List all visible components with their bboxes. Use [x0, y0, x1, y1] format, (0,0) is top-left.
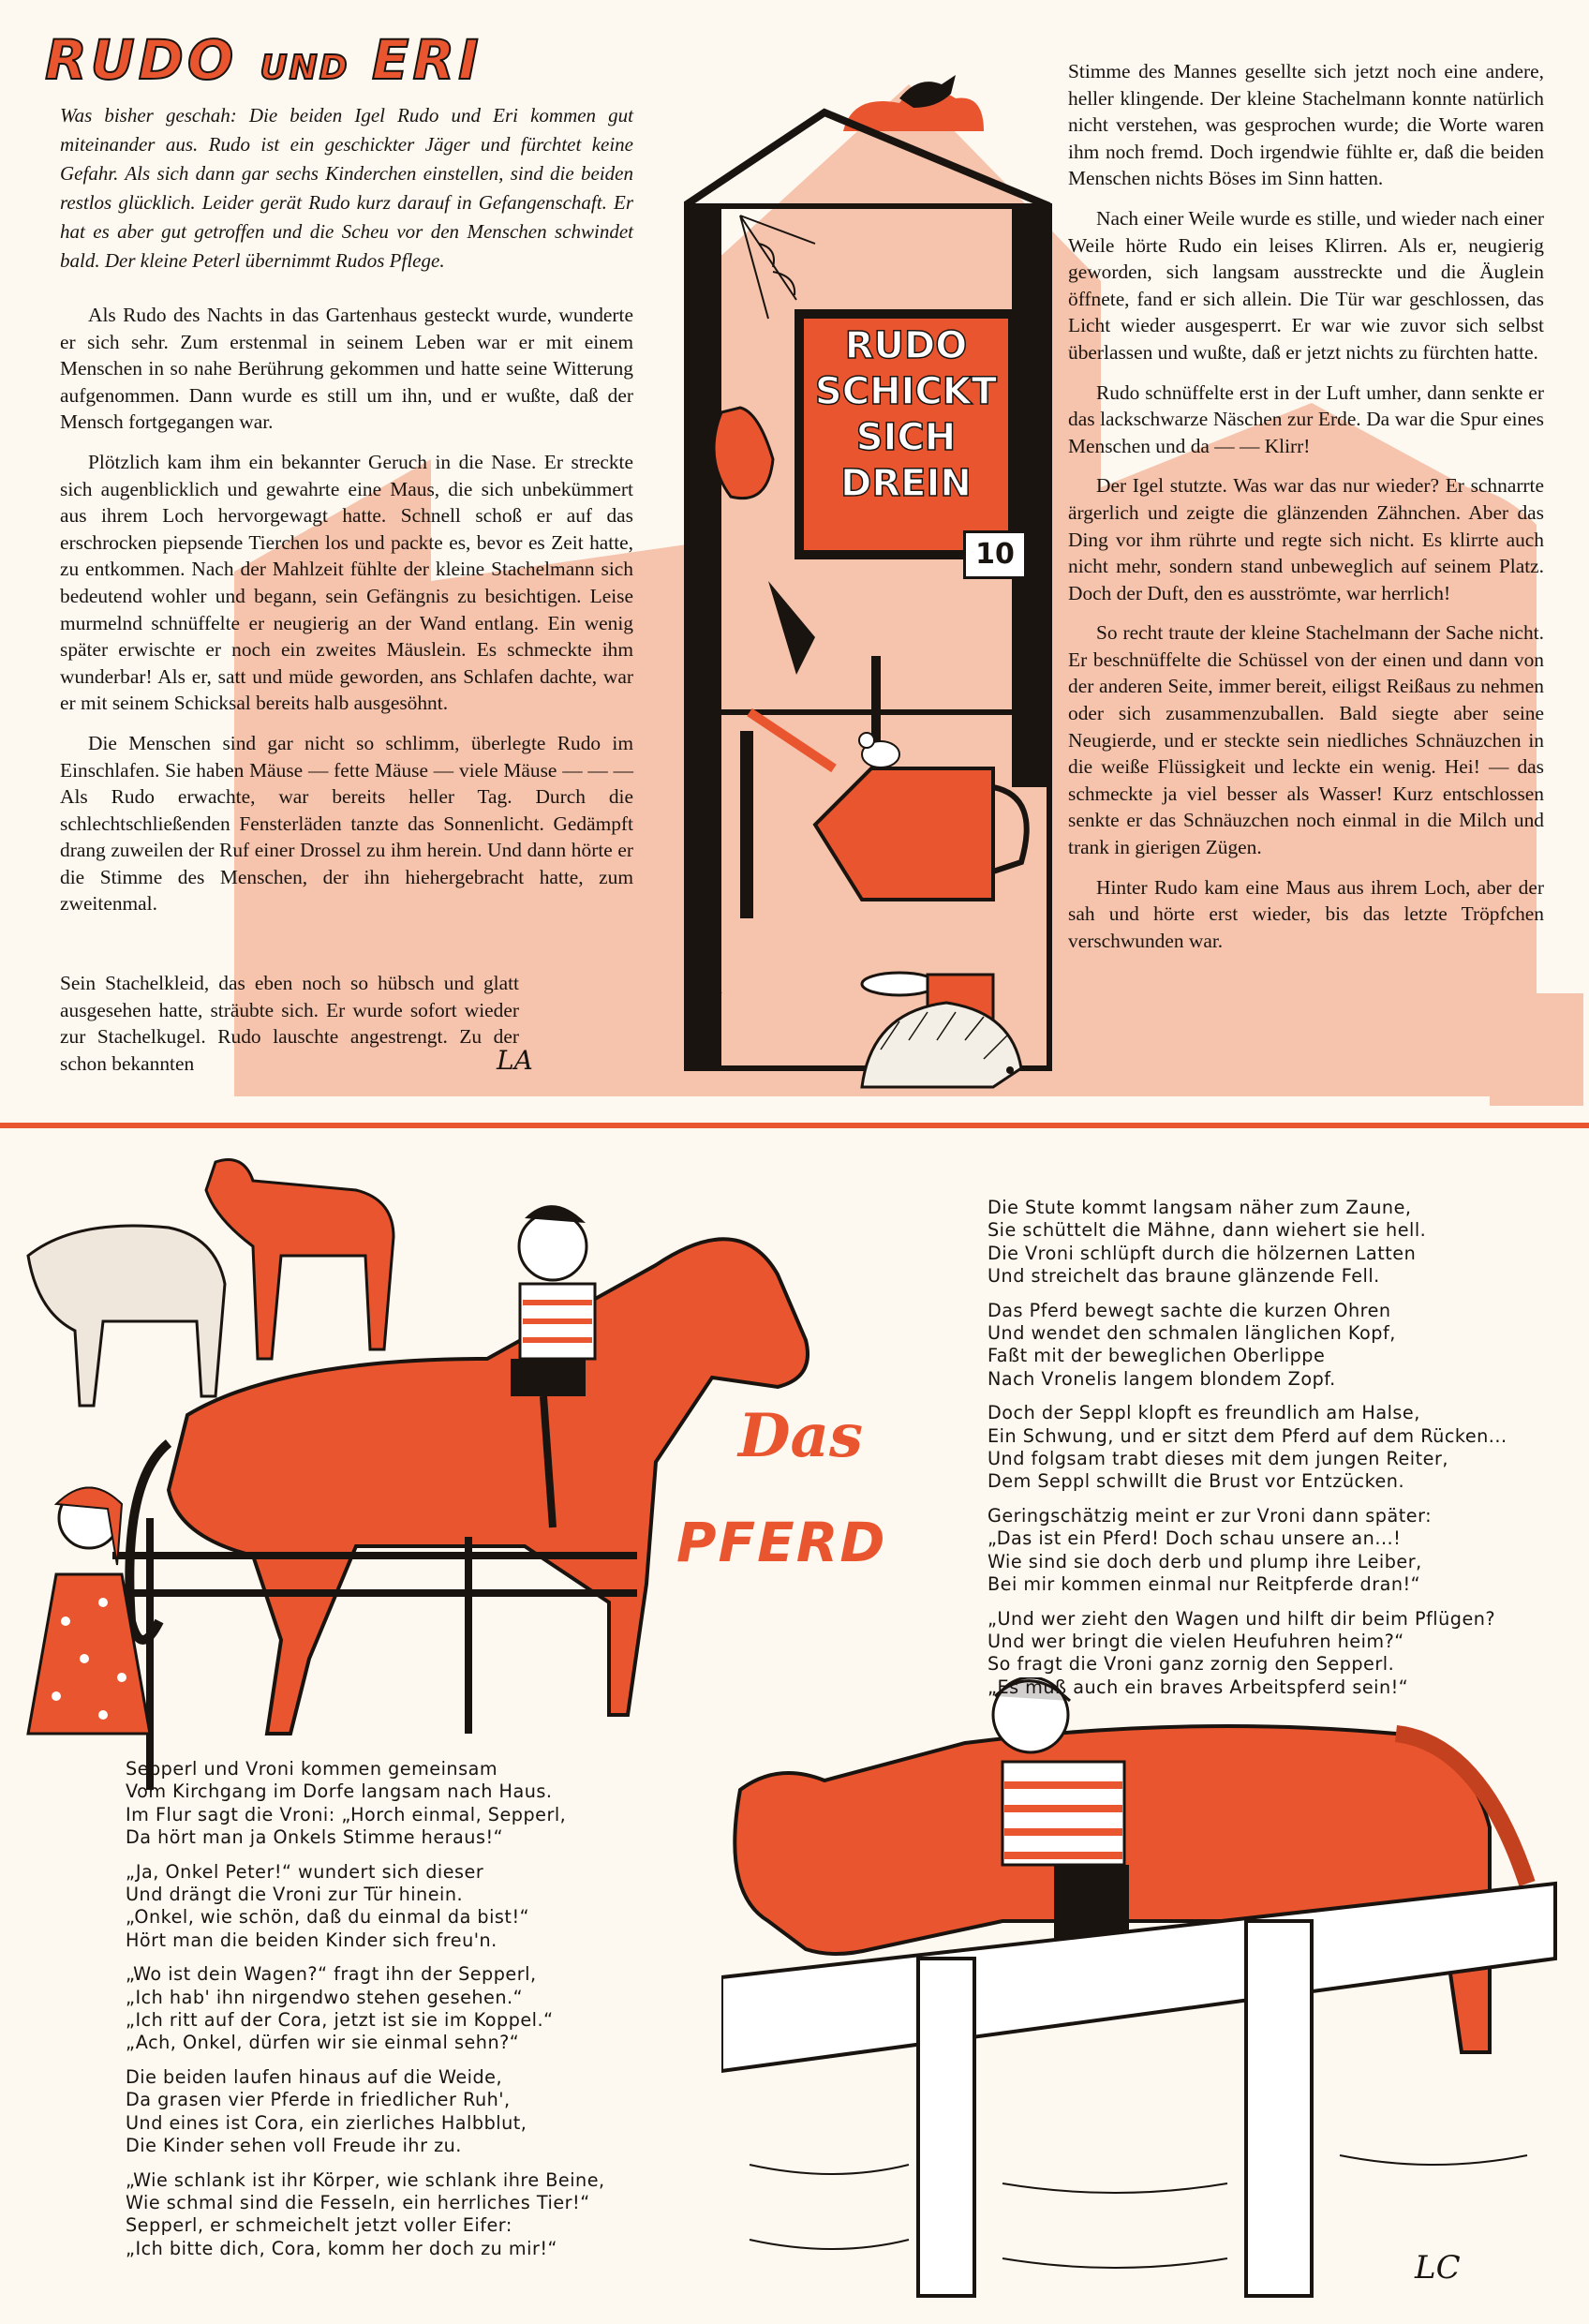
- poem-line: Und folgsam trabt dieses mit dem jungen Reiter,: [988, 1448, 1448, 1470]
- story-paragraph: Nach einer Weile wurde es stille, und wieder nach einer Weile hörte Rudo ein leises Klirren. Als er, neugierig geworden, sich langsam ausstreckte und die Äuglein öffnete, fand er sich allein. Die Tür war geschlossen, das Licht wieder ausgesperrt. Er war wie zuvor sich selbst überlassen und wußte, daß er jetzt nichts zu fürchten hatte.: [1068, 206, 1544, 364]
- poem-title-pferd: PFERD: [676, 1511, 887, 1574]
- poem-line: Vom Kirchgang im Dorfe langsam nach Haus.: [126, 1780, 553, 1803]
- poem-stanza: [988, 1505, 1568, 1597]
- episode-title: RUDO SCHICKT SICH DREIN: [814, 324, 998, 505]
- poem-stanza: [988, 1608, 1568, 1700]
- poem-line: Da hört man ja Onkels Stimme heraus!“: [126, 1826, 504, 1849]
- poem-stanza: [126, 2169, 650, 2261]
- poem-stanza: [988, 1300, 1568, 1392]
- poem-stanza: [126, 1963, 650, 2055]
- poem-right-column: [988, 1197, 1568, 1710]
- poem-stanza: [988, 1197, 1568, 1289]
- poem-left-column: [126, 1758, 650, 2272]
- poem-line: „Wie schlank ist ihr Körper, wie schlank ihre Beine,: [126, 2168, 605, 2191]
- poem-line: Hört man die beiden Kinder sich freu'n.: [126, 1929, 497, 1951]
- poem-line: Nach Vronelis langem blondem Zopf.: [988, 1367, 1336, 1390]
- story-paragraph: So recht traute der kleine Stachelmann der Sache nicht. Er beschnüffelte die Schüssel von der einen und dann von der anderen Seite, immer bereit, eiligst Reißaus zu nehmen oder sich zusammenzuballen. Bald siegte aber seine Neugierde, und er steckte sein niedliches Schnäuzchen in die weiße Flüssigkeit und leckte ein wenig. Hei! — das schmeckte ja viel besser als Wasser! Kurz entschlossen senkte er das Schnäuzchen noch einmal in die Milch und trank in gierigen Zügen.: [1068, 621, 1544, 859]
- poem-line: Und drängt die Vroni zur Tür hinein.: [126, 1884, 464, 1906]
- story-illustrator-signature: LA: [497, 1045, 533, 1076]
- poem-line: Sepperl, er schmeichelt jetzt voller Eifer:: [126, 2214, 512, 2237]
- poem-line: „Und wer zieht den Wagen und hilft dir beim Pflügen?: [988, 1607, 1496, 1630]
- story-paragraph: Hinter Rudo kam eine Maus aus ihrem Loch, aber der sah und hörte erst wieder, bis das letzte Tröpfchen verschwunden war.: [1068, 875, 1544, 952]
- poem-line: Faßt mit der beweglichen Oberlippe: [988, 1345, 1326, 1367]
- poem-line: „Es muß auch ein braves Arbeitspferd sein!“: [988, 1676, 1409, 1698]
- poem-stanza: [126, 2066, 650, 2158]
- story-paragraph: Stimme des Mannes gesellte sich jetzt noch eine andere, heller klingende. Der kleine Stachelmann konnte natürlich nicht verstehen, was gesprochen wurde; die Worte waren ihm noch fremd. Doch irgendwie fühlte er, daß die beiden Menschen nichts Böses im Sinn hatten.: [1068, 60, 1544, 190]
- poem-line: Wie sind sie doch derb und plump ihre Leiber,: [988, 1550, 1422, 1572]
- poem-title-das: Das: [738, 1401, 863, 1471]
- poem-line: „Ich hab' ihn nirgendwo stehen gesehen.“: [126, 1986, 524, 2008]
- poem-line: Die Stute kommt langsam näher zum Zaune,: [988, 1197, 1412, 1218]
- story-paragraph: Der Igel stutzte. Was war das nur wieder? Er schnarrte ärgerlich und zeigte die glänzenden Zähnchen. Aber das Ding vor ihm rührte und regte sich nicht. Es klirrte auch nicht mehr, sondern stand unbeweglich auf seinem Platz. Doch der Duft, den es ausströmte, war herrlich!: [1068, 474, 1544, 604]
- story-paragraph: Plötzlich kam ihm ein bekannter Geruch in die Nase. Er streckte sich augenblicklich und gewahrte eine Maus, die sich unbekümmert aus ihrem Loch hervorgewagt hatte. Schnell schoß er auf das erschrocken piepsende Tierchen los und packte es, bevor es Zeit hatte, zu entkommen. Nach der Mahlzeit fühlte der kleine Stachelmann sich bedeutend wohler und begann, sein Gefängnis zu besichtigen. Leise murmelnd schnüffelte er neugierig an der Wand entlang. Ein wenig später erwischte er noch ein zweites Mäuslein. Es schmeckte ihm wunderbar! Als er, satt und müde geworden, ans Schlafen dachte, war er mit seinem Schicksal bereits halb ausgesöhnt.: [60, 450, 633, 715]
- story-title: RUDO UND ERI: [45, 28, 483, 92]
- poem-line: „Ach, Onkel, dürfen wir sie einmal sehn?“: [126, 2032, 520, 2054]
- poem-line: Und wendet den schmalen länglichen Kopf,: [988, 1322, 1396, 1345]
- poem-line: Und wer bringt die vielen Heufuhren heim?“: [988, 1630, 1404, 1652]
- poem-line: Die beiden laufen hinaus auf die Weide,: [126, 2065, 503, 2088]
- story-left-column: [60, 302, 633, 931]
- story-right-column: [1068, 58, 1544, 967]
- poem-line: Dem Seppl schwillt die Brust vor Entzücken.: [988, 1470, 1405, 1493]
- story-paragraph: Die Menschen sind gar nicht so schlimm, überlegte Rudo im Einschlafen. Sie haben Mäuse — fette Mäuse — viele Mäuse — — — Als Rudo erwachte, war bereits heller Tag. Durch die schlechtschließenden Fensterläden tanzte das Sonnenlicht. Gedämpft drang zuweilen der Ruf einer Drossel zu ihm herein. Und dann hörte er die Stimme des Menschen, der ihn hiehergebracht hatte, zum zweitenmal.: [60, 731, 633, 916]
- poem-line: Da grasen vier Pferde in friedlicher Ruh',: [126, 2089, 511, 2111]
- poem-line: Das Pferd bewegt sachte die kurzen Ohren: [988, 1299, 1391, 1321]
- poem-line: Die Kinder sehen voll Freude ihr zu.: [126, 2135, 462, 2157]
- story-paragraph: Sein Stachelkleid, das eben noch so hübsch und glatt ausgesehen hatte, sträubte sich. Er wurde sofort wieder zur Stachelkugel. Rudo lauschte angestrengt. Zu der schon bekannten: [60, 972, 519, 1075]
- story-intro: Was bisher geschah: Die beiden Igel Rudo und Eri kommen gut miteinander aus. Rudo ist ein geschickter Jäger und fürchtet keine Gefahr. Als sich dann gar sechs Kinderchen einstellen, sind die beiden restlos glücklich. Leider gerät Rudo kurz darauf in Gefangenschaft. Er hat es aber gut getroffen und die Scheu vor den Menschen schwindet bald. Der kleine Peterl übernimmt Rudos Pflege.: [60, 104, 633, 272]
- story-paragraph: Als Rudo des Nachts in das Gartenhaus gesteckt wurde, wunderte er sich sehr. Zum erstenmal in seinem Leben war er mit einem Menschen in so nahe Berührung gekommen und hatte seine Witterung aufgenommen. Dann wurde es still um ihn, und er wußte, daß der Mensch fortgegangen war.: [60, 304, 633, 434]
- poem-line: „Das ist ein Pferd! Doch schau unsere an...!: [988, 1527, 1402, 1550]
- story-paragraph: Rudo schnüffelte erst in der Luft umher, dann senkte er das lackschwarze Näschen zur Erde. Da war die Spur eines Menschen und da — — Klirr!: [1068, 380, 1544, 457]
- episode-number: 10: [963, 530, 1027, 579]
- poem-line: Ein Schwung, und er sitzt dem Pferd auf dem Rücken...: [988, 1424, 1507, 1447]
- poem-line: Sepperl und Vroni kommen gemeinsam: [126, 1758, 498, 1780]
- story-left-continuation: [60, 970, 519, 1090]
- poem-line: „Ja, Onkel Peter!“ wundert sich dieser: [126, 1860, 484, 1883]
- poem-line: Und streichelt das braune glänzende Fell.: [988, 1265, 1380, 1288]
- poem-line: Geringschätzig meint er zur Vroni dann später:: [988, 1504, 1433, 1527]
- poem-stanza: [126, 1861, 650, 1953]
- poem-line: Sie schüttelt die Mähne, dann wiehert sie hell.: [988, 1219, 1427, 1242]
- poem-line: Wie schmal sind die Fesseln, ein herrliches Tier!“: [126, 2191, 590, 2213]
- poem-line: Im Flur sagt die Vroni: „Horch einmal, Sepperl,: [126, 1803, 567, 1825]
- poem-stanza: [126, 1758, 650, 1850]
- poem-stanza: [988, 1402, 1568, 1494]
- poem-line: Doch der Seppl klopft es freundlich am Halse,: [988, 1402, 1420, 1424]
- poem-line: Bei mir kommen einmal nur Reitpferde dran!“: [988, 1573, 1421, 1596]
- poem-line: „Ich ritt auf der Cora, jetzt ist sie im Koppel.“: [126, 2009, 554, 2032]
- poem-line: „Onkel, wie schön, daß du einmal da bist!“: [126, 1906, 530, 1929]
- poem-line: So fragt die Vroni ganz zornig den Sepperl.: [988, 1653, 1395, 1676]
- poem-line: Die Vroni schlüpft durch die hölzernen Latten: [988, 1242, 1417, 1264]
- poem-line: Und eines ist Cora, ein zierliches Halbblut,: [126, 2111, 527, 2134]
- boy-with-horse-illustration: [721, 1677, 1565, 2305]
- poem-line: „Ich bitte dich, Cora, komm her doch zu mir!“: [126, 2237, 557, 2259]
- section-divider: [0, 1123, 1589, 1128]
- poem-line: „Wo ist dein Wagen?“ fragt ihn der Sepperl,: [126, 1963, 537, 1986]
- poem-illustrator-signature: LC: [1415, 2249, 1461, 2287]
